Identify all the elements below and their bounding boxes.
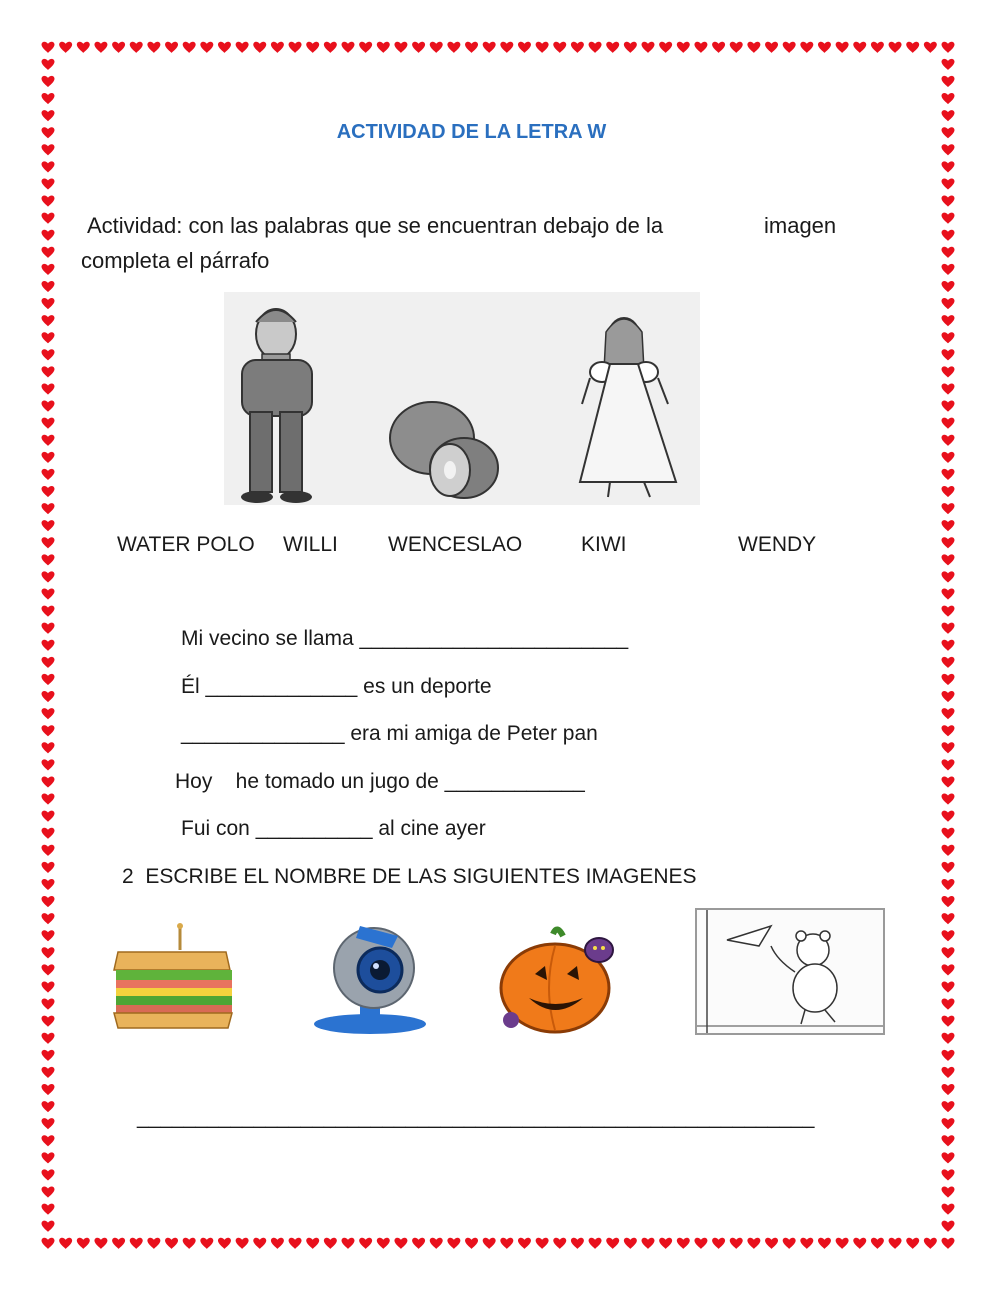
heart-icon (818, 1238, 831, 1249)
heart-icon (906, 1238, 919, 1249)
heart-icon (42, 76, 55, 87)
heart-icon (412, 1238, 425, 1249)
heart-icon (42, 178, 55, 189)
heart-icon (924, 1238, 937, 1249)
heart-icon (553, 1238, 566, 1249)
heart-icon (800, 1238, 813, 1249)
heart-icon (42, 725, 55, 736)
heart-icon (42, 674, 55, 685)
heart-icon (42, 794, 55, 805)
heart-icon (942, 1238, 955, 1249)
heart-icon (42, 230, 55, 241)
heart-icon (871, 1238, 884, 1249)
heart-icon (942, 691, 955, 702)
heart-icon (59, 1238, 72, 1249)
heart-icon (42, 947, 55, 958)
heart-icon (712, 1238, 725, 1249)
heart-icon (42, 452, 55, 463)
heart-icon (430, 42, 443, 53)
heart-icon (42, 247, 55, 258)
heart-icon (942, 161, 955, 172)
heart-icon (942, 264, 955, 275)
girl-illustration (580, 318, 676, 497)
heart-icon (942, 1084, 955, 1095)
heart-icon (942, 315, 955, 326)
heart-icon (942, 640, 955, 651)
heart-icon (571, 42, 584, 53)
heart-icon (42, 110, 55, 121)
heart-icon (942, 674, 955, 685)
heart-icon (942, 879, 955, 890)
heart-icon (889, 42, 902, 53)
heart-icon (942, 349, 955, 360)
heart-icon (42, 281, 55, 292)
word-bank-item: WILLI (283, 533, 338, 556)
heart-icon (42, 315, 55, 326)
heart-icon (942, 59, 955, 70)
heart-icon (42, 486, 55, 497)
sentence-3: ______________ era mi amiga de Peter pan (181, 722, 598, 745)
heart-icon (942, 794, 955, 805)
heart-icon (447, 42, 460, 53)
heart-icon (906, 42, 919, 53)
heart-icon (942, 964, 955, 975)
heart-icon (42, 1050, 55, 1061)
heart-icon (200, 42, 213, 53)
instruction-line-2: completa el párrafo (81, 248, 270, 273)
pumpkin-picture (497, 924, 619, 1036)
heart-icon (712, 42, 725, 53)
heart-icon (42, 981, 55, 992)
heart-icon (165, 42, 178, 53)
heart-icon (942, 896, 955, 907)
heart-icon (359, 42, 372, 53)
heart-icon (42, 571, 55, 582)
heart-icon (518, 42, 531, 53)
heart-icon (112, 42, 125, 53)
heart-icon (42, 469, 55, 480)
heart-icon (42, 828, 55, 839)
boy-illustration (241, 309, 312, 503)
heart-icon (677, 42, 690, 53)
word-bank-item: WATER POLO (117, 533, 255, 556)
heart-icon (942, 213, 955, 224)
heart-icon (783, 42, 796, 53)
heart-icon (942, 981, 955, 992)
heart-icon (942, 401, 955, 412)
heart-icon (942, 1033, 955, 1044)
heart-icon (42, 1033, 55, 1044)
webcam-picture (310, 924, 430, 1036)
heart-icon (942, 571, 955, 582)
heart-icon (942, 828, 955, 839)
heart-icon (942, 1135, 955, 1146)
sentence-5: Fui con __________ al cine ayer (181, 817, 486, 840)
heart-icon (412, 42, 425, 53)
heart-icon (942, 298, 955, 309)
heart-icon (571, 1238, 584, 1249)
heart-icon (747, 1238, 760, 1249)
heart-icon (342, 42, 355, 53)
heart-icon (942, 366, 955, 377)
heart-icon (42, 1118, 55, 1129)
heart-icon (42, 298, 55, 309)
heart-icon (942, 708, 955, 719)
sentence-1: Mi vecino se llama _______________________ (181, 627, 629, 650)
heart-icon (42, 1204, 55, 1215)
heart-icon (942, 742, 955, 753)
heart-icon (394, 42, 407, 53)
pooh-bear-picture (695, 908, 885, 1035)
heart-icon (253, 42, 266, 53)
heart-icon (200, 1238, 213, 1249)
heart-icon (942, 452, 955, 463)
heart-icon (42, 418, 55, 429)
heart-icon (42, 1238, 55, 1249)
heart-icon (42, 1169, 55, 1180)
heart-icon (606, 1238, 619, 1249)
heart-icon (853, 42, 866, 53)
heart-icon (42, 383, 55, 394)
heart-icon (942, 93, 955, 104)
heart-icon (942, 776, 955, 787)
heart-icon (659, 42, 672, 53)
heart-icon (42, 1221, 55, 1232)
heart-icon (942, 554, 955, 565)
heart-icon (324, 1238, 337, 1249)
page-title: ACTIVIDAD DE LA LETRA W (336, 121, 607, 143)
word-bank-item: WENDY (738, 533, 817, 556)
heart-icon (218, 1238, 231, 1249)
heart-icon (818, 42, 831, 53)
heart-icon (889, 1238, 902, 1249)
heart-icon (536, 1238, 549, 1249)
heart-icon (942, 486, 955, 497)
heart-icon (942, 1118, 955, 1129)
heart-icon (236, 42, 249, 53)
heart-icon (853, 1238, 866, 1249)
heart-icon (924, 42, 937, 53)
heart-icon (942, 178, 955, 189)
heart-icon (942, 657, 955, 668)
heart-icon (42, 1187, 55, 1198)
heart-icon (42, 640, 55, 651)
heart-icon (42, 554, 55, 565)
heart-icon (942, 1221, 955, 1232)
heart-icon (183, 1238, 196, 1249)
heart-icon (942, 127, 955, 138)
heart-icon (94, 1238, 107, 1249)
heart-icon (289, 1238, 302, 1249)
heart-icon (324, 42, 337, 53)
heart-icon (730, 1238, 743, 1249)
heart-icon (642, 42, 655, 53)
sentence-2: Él _____________ es un deporte (181, 675, 492, 698)
heart-icon (606, 42, 619, 53)
heart-icon (942, 281, 955, 292)
heart-icon (942, 537, 955, 548)
heart-icon (942, 1204, 955, 1215)
heart-icon (942, 947, 955, 958)
instruction-line-1: Actividad: con las palabras que se encuentran debajo de la (87, 213, 664, 238)
heart-icon (42, 964, 55, 975)
heart-icon (130, 1238, 143, 1249)
heart-icon (42, 759, 55, 770)
heart-icon (553, 42, 566, 53)
heart-icon (942, 759, 955, 770)
heart-icon (306, 1238, 319, 1249)
heart-icon (500, 42, 513, 53)
heart-icon (942, 503, 955, 514)
heart-icon (42, 1152, 55, 1163)
heart-icon (942, 606, 955, 617)
heart-icon (42, 1084, 55, 1095)
heart-icon (42, 862, 55, 873)
heart-icon (42, 349, 55, 360)
heart-icon (942, 1187, 955, 1198)
heart-icon (942, 247, 955, 258)
heart-icon (147, 42, 160, 53)
heart-icon (624, 1238, 637, 1249)
heart-icon (306, 42, 319, 53)
heart-icon (271, 1238, 284, 1249)
heart-icon (42, 811, 55, 822)
heart-icon (42, 999, 55, 1010)
heart-icon (42, 1016, 55, 1027)
heart-icon (42, 1067, 55, 1078)
heart-icon (942, 435, 955, 446)
heart-icon (694, 1238, 707, 1249)
heart-icon (42, 93, 55, 104)
heart-icon (942, 520, 955, 531)
heart-icon (147, 1238, 160, 1249)
heart-icon (42, 196, 55, 207)
heart-icon (42, 1135, 55, 1146)
sandwich-picture (108, 922, 238, 1034)
heart-icon (942, 76, 955, 87)
heart-icon (677, 1238, 690, 1249)
heart-icon (465, 1238, 478, 1249)
heart-icon (271, 42, 284, 53)
heart-icon (942, 383, 955, 394)
heart-icon (42, 776, 55, 787)
heart-icon (42, 144, 55, 155)
heart-icon (942, 845, 955, 856)
heart-icon (42, 59, 55, 70)
word-bank-item: KIWI (581, 533, 627, 556)
heart-icon (942, 1067, 955, 1078)
heart-icon (942, 1169, 955, 1180)
heart-icon (942, 623, 955, 634)
heart-icon (765, 1238, 778, 1249)
heart-icon (500, 1238, 513, 1249)
heart-icon (536, 42, 549, 53)
heart-icon (430, 1238, 443, 1249)
heart-icon (518, 1238, 531, 1249)
heart-icon (42, 657, 55, 668)
heart-icon (765, 42, 778, 53)
heart-icon (942, 230, 955, 241)
heart-icon (694, 42, 707, 53)
heart-icon (836, 42, 849, 53)
heart-icon (42, 742, 55, 753)
heart-icon (42, 691, 55, 702)
heart-icon (800, 42, 813, 53)
heart-icon (942, 1050, 955, 1061)
heart-icon (747, 42, 760, 53)
kiwi-illustration (390, 402, 498, 498)
heart-icon (42, 435, 55, 446)
heart-icon (942, 418, 955, 429)
heart-icon (42, 213, 55, 224)
heart-icon (42, 503, 55, 514)
heart-icon (642, 1238, 655, 1249)
heart-icon (342, 1238, 355, 1249)
heart-icon (589, 1238, 602, 1249)
heart-icon (42, 161, 55, 172)
heart-icon (42, 879, 55, 890)
sentence-4: Hoy he tomado un jugo de ____________ (175, 770, 585, 793)
heart-icon (165, 1238, 178, 1249)
heart-icon (942, 1152, 955, 1163)
heart-icon (42, 896, 55, 907)
heart-icon (942, 811, 955, 822)
heart-icon (218, 42, 231, 53)
heart-icon (942, 196, 955, 207)
heart-icon (236, 1238, 249, 1249)
heart-icon (942, 589, 955, 600)
heart-icon (942, 469, 955, 480)
heart-icon (59, 42, 72, 53)
heart-icon (42, 589, 55, 600)
heart-icon (483, 1238, 496, 1249)
heart-icon (942, 913, 955, 924)
heart-icon (942, 999, 955, 1010)
heart-icon (659, 1238, 672, 1249)
heart-icon (836, 1238, 849, 1249)
heart-icon (94, 42, 107, 53)
heart-icon (942, 930, 955, 941)
heart-icon (42, 42, 55, 53)
heart-icon (942, 1016, 955, 1027)
heart-icon (42, 623, 55, 634)
heart-icon (42, 401, 55, 412)
heart-icon (783, 1238, 796, 1249)
heart-icon (130, 42, 143, 53)
heart-icon (624, 42, 637, 53)
word-bank-item: WENCESLAO (388, 533, 523, 556)
heart-icon (42, 1101, 55, 1112)
heart-icon (42, 930, 55, 941)
illustration-panel (224, 292, 700, 505)
heart-icon (942, 332, 955, 343)
heart-icon (42, 520, 55, 531)
heart-icon (183, 42, 196, 53)
heart-icon (942, 110, 955, 121)
heart-icon (394, 1238, 407, 1249)
heart-icon (942, 725, 955, 736)
heart-icon (359, 1238, 372, 1249)
heart-icon (730, 42, 743, 53)
heart-icon (42, 606, 55, 617)
heart-icon (77, 1238, 90, 1249)
heart-icon (77, 42, 90, 53)
heart-icon (42, 264, 55, 275)
heart-icon (42, 913, 55, 924)
heart-icon (942, 144, 955, 155)
heart-icon (377, 42, 390, 53)
heart-icon (447, 1238, 460, 1249)
section-2-heading: 2 ESCRIBE EL NOMBRE DE LAS SIGUIENTES IMAGENES (122, 865, 697, 888)
heart-icon (42, 708, 55, 719)
heart-icon (42, 366, 55, 377)
instruction-line-1-end: imagen (764, 213, 837, 238)
heart-icon (942, 42, 955, 53)
heart-icon (289, 42, 302, 53)
heart-icon (871, 42, 884, 53)
heart-icon (589, 42, 602, 53)
heart-icon (942, 1101, 955, 1112)
heart-icon (253, 1238, 266, 1249)
heart-icon (42, 332, 55, 343)
answer-line: __________________________________________________________ (137, 1106, 815, 1129)
heart-icon (483, 42, 496, 53)
heart-icon (42, 845, 55, 856)
heart-icon (112, 1238, 125, 1249)
heart-icon (465, 42, 478, 53)
heart-icon (42, 537, 55, 548)
heart-icon (942, 862, 955, 873)
heart-icon (377, 1238, 390, 1249)
